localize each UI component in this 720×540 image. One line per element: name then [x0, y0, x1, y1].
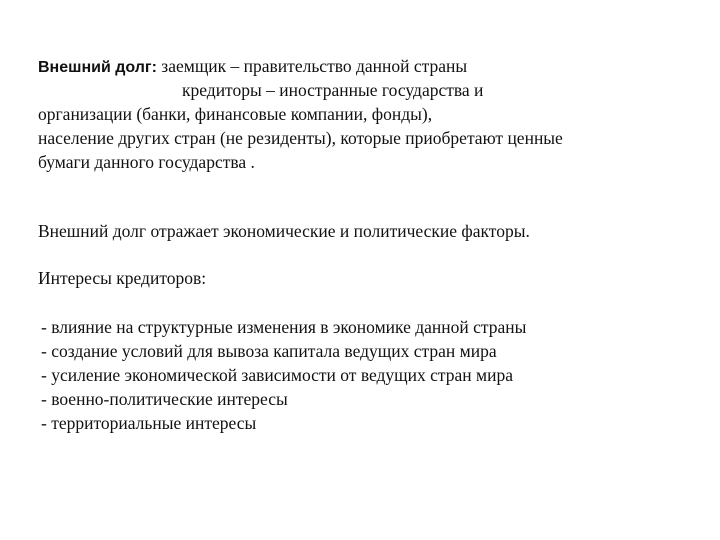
interest-item: - военно-политические интересы	[41, 389, 288, 409]
interests-heading: Интересы кредиторов:	[38, 268, 207, 288]
definition-borrower-text: заемщик – правительство данной страны	[156, 56, 468, 76]
definition-line-1	[38, 54, 467, 80]
definition-line-4: население других стран (не резиденты), которые приобретают ценные	[38, 128, 563, 148]
definition-line-5: бумаги данного государства .	[38, 152, 255, 172]
debt-statement: Внешний долг отражает экономические и политические факторы.	[38, 221, 530, 241]
definition-term: Внешний долг:	[38, 59, 157, 76]
interest-item: - усиление экономической зависимости от ведущих стран мира	[41, 365, 513, 385]
definition-line-3: организации (банки, финансовые компании, фонды),	[38, 104, 433, 124]
interest-item: - создание условий для вывоза капитала ведущих стран мира	[41, 341, 497, 361]
definition-line-2: кредиторы – иностранные государства и	[182, 80, 484, 100]
interest-item: - территориальные интересы	[41, 413, 257, 433]
interest-item: - влияние на структурные изменения в экономике данной страны	[41, 317, 527, 337]
